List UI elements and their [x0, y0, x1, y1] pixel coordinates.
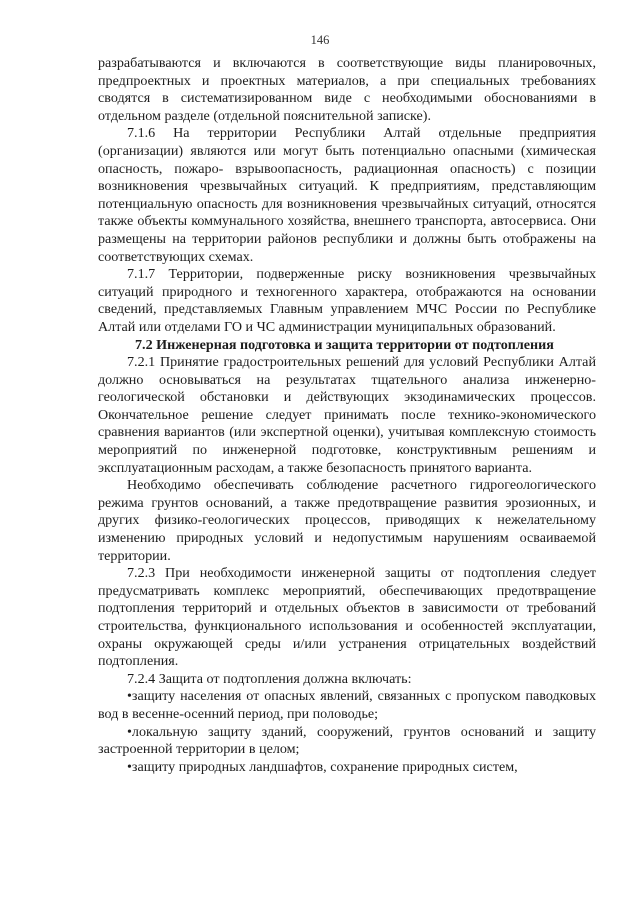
paragraph-7-1-7: 7.1.7 Территории, подверженные риску возникновения чрезвычайных ситуаций природного и техногенного характера, отображаются на основании сведений, представляемых Главным управлением МЧС России по Республике Алтай или отделами ГО и ЧС администрации муниципальных образований.	[98, 266, 596, 335]
paragraph-7-2-1: 7.2.1 Принятие градостроительных решений для условий Республики Алтай должно основываться на результатах тщательного анализа инженерно-геологической обстановки и действующих экзодинамических процессов. Окончательное решение следует принимать после технико-экономического сравнения вариантов (или экспертной оценки), учитывая комплексную стоимость мероприятий по инженерной подготовке, конструктивным решениям и эксплуатационным расходам, а также безопасность принятого варианта.	[98, 354, 596, 476]
paragraph-regime: Необходимо обеспечивать соблюдение расчетного гидрогеологического режима грунтов оснований, а также предотвращение развития эрозионных, и других физико-геологических процессов, приводящих к нежелательному изменению природных условий и недопустимым нарушениям осваиваемой территории.	[98, 477, 596, 564]
bullet-item: •локальную защиту зданий, сооружений, грунтов оснований и защиту застроенной территории в целом;	[98, 723, 596, 758]
bullet-item: •защиту природных ландшафтов, сохранение природных систем,	[127, 758, 518, 775]
page-body	[98, 55, 596, 776]
paragraph-7-2-4: 7.2.4 Защита от подтопления должна включать:	[127, 670, 412, 687]
paragraph-continuation: разрабатываются и включаются в соответствующие виды планировочных, предпроектных и проектных материалов, а при специальных требованиях сводятся в систематизированном виде с необходимыми обоснованиями в отдельном разделе (отдельной пояснительной записке).	[98, 55, 596, 124]
paragraph-7-1-6: 7.1.6 На территории Республики Алтай отдельные предприятия (организации) являются или могут быть потенциально опасными (химическая опасность, пожаро- взрывоопасность, радиационная опасность) с позиции возникновения чрезвычайных ситуаций. К предприятиям, представляющим потенциальную опасность для возникновения чрезвычайных ситуаций, относятся также объекты коммунального хозяйства, внешнего транспорта, автосервиса. Они размещены на территории районов республики и должны быть отображены на соответствующих схемах.	[98, 125, 596, 265]
section-heading-7-2: 7.2 Инженерная подготовка и защита территории от подтопления	[135, 336, 554, 353]
bullet-item: •защиту населения от опасных явлений, связанных с пропуском паводковых вод в весенне-осенний период, при половодье;	[98, 688, 596, 722]
paragraph-7-2-3: 7.2.3 При необходимости инженерной защиты от подтопления следует предусматривать комплекс мероприятий, обеспечивающих предотвращение подтопления территорий и отдельных объектов в зависимости от требований строительства, функционального использования и особенностей эксплуатации, охраны окружающей среды и/или устранения отрицательных воздействий подтопления.	[98, 565, 596, 670]
page-number: 146	[310, 33, 330, 47]
